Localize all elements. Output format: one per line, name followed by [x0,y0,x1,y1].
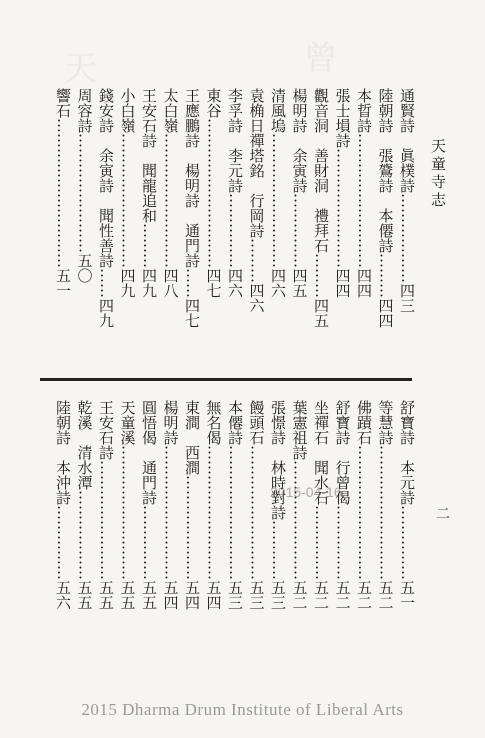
running-header-title: 天童寺志 [429,138,447,210]
toc-entry: 響石…………………………五一 [54,88,72,298]
toc-entry: 楊明詩 余寅詩……………四五 [290,88,309,298]
toc-entry: 王應鵬詩 楊明詩 通門詩……四七 [183,88,201,328]
toc-entry: 袁桷日禪塔銘 行岡詩………四六 [247,88,266,313]
toc-entry: 饅頭石………………………五三 [247,400,266,610]
toc-entry: 佛蹟石………………………五二 [355,400,373,610]
toc-entry: 舒寶詩 本元詩……………五一 [398,400,416,610]
toc-entry: 葉憲祖詩……………………五二 [290,400,309,610]
toc-entry: 陸朝詩 張鷟詩 本僊詩………四四 [376,88,395,328]
toc-entry: 本晢詩………………………四四 [355,88,373,298]
toc-entry: 無名偈………………………五四 [204,400,223,610]
bleed-through-ghost-text: 天 [57,50,97,84]
toc-entry: 東澗 西澗…………………五四 [183,400,201,610]
toc-entry: 通賢詩 眞樸詩………………四三 [398,88,416,313]
toc-entry: 王安石詩……………………五五 [97,400,115,610]
toc-entry: 小白嶺………………………四九 [118,88,137,298]
toc-entry: 等慧詩………………………五二 [376,400,395,610]
toc-entry: 本僊詩………………………五三 [226,400,244,610]
toc-entry: 東谷…………………………四七 [204,88,223,298]
section-divider-rule [40,378,412,381]
toc-entry: 乾溪 清水潭………………五五 [75,400,94,610]
toc-entry: 舒寶詩 行曾偈……………五二 [333,400,352,610]
toc-entry: 張士塤詩……………………四四 [333,88,352,298]
toc-entry: 張憬詩 林時對詩…………五三 [269,400,287,610]
toc-entry: 圓悟偈 通門詩……………五五 [140,400,158,610]
toc-entry: 陸朝詩 本沖詩……………五六 [54,400,72,610]
toc-entry: 天童溪………………………五五 [118,400,137,610]
toc-entry: 坐禪石 聞水石……………五二 [312,400,330,610]
watermark-text: 2015 Dharma Drum Institute of Liberal Arts [81,700,404,719]
date-stamp: 2015-04-16 [270,484,342,500]
toc-entry: 楊明詩………………………五四 [161,400,180,610]
toc-entry: 錢安詩 余寅詩 聞性善詩……四九 [97,88,115,328]
toc-entry: 觀音洞 善財洞 禮拜石………四五 [312,88,330,328]
toc-entry: 李孚詩 李元詩……………四六 [226,88,244,298]
toc-entry: 周容詩……………………五〇 [75,88,94,283]
bleed-through-ghost-text: 曾 [297,40,337,74]
toc-entry: 太白嶺………………………四八 [161,88,180,298]
toc-entry: 王安石詩 聞龍追和………四九 [140,88,158,298]
page-number: 二 [434,506,450,520]
toc-entry: 清風塢………………………四六 [269,88,287,298]
